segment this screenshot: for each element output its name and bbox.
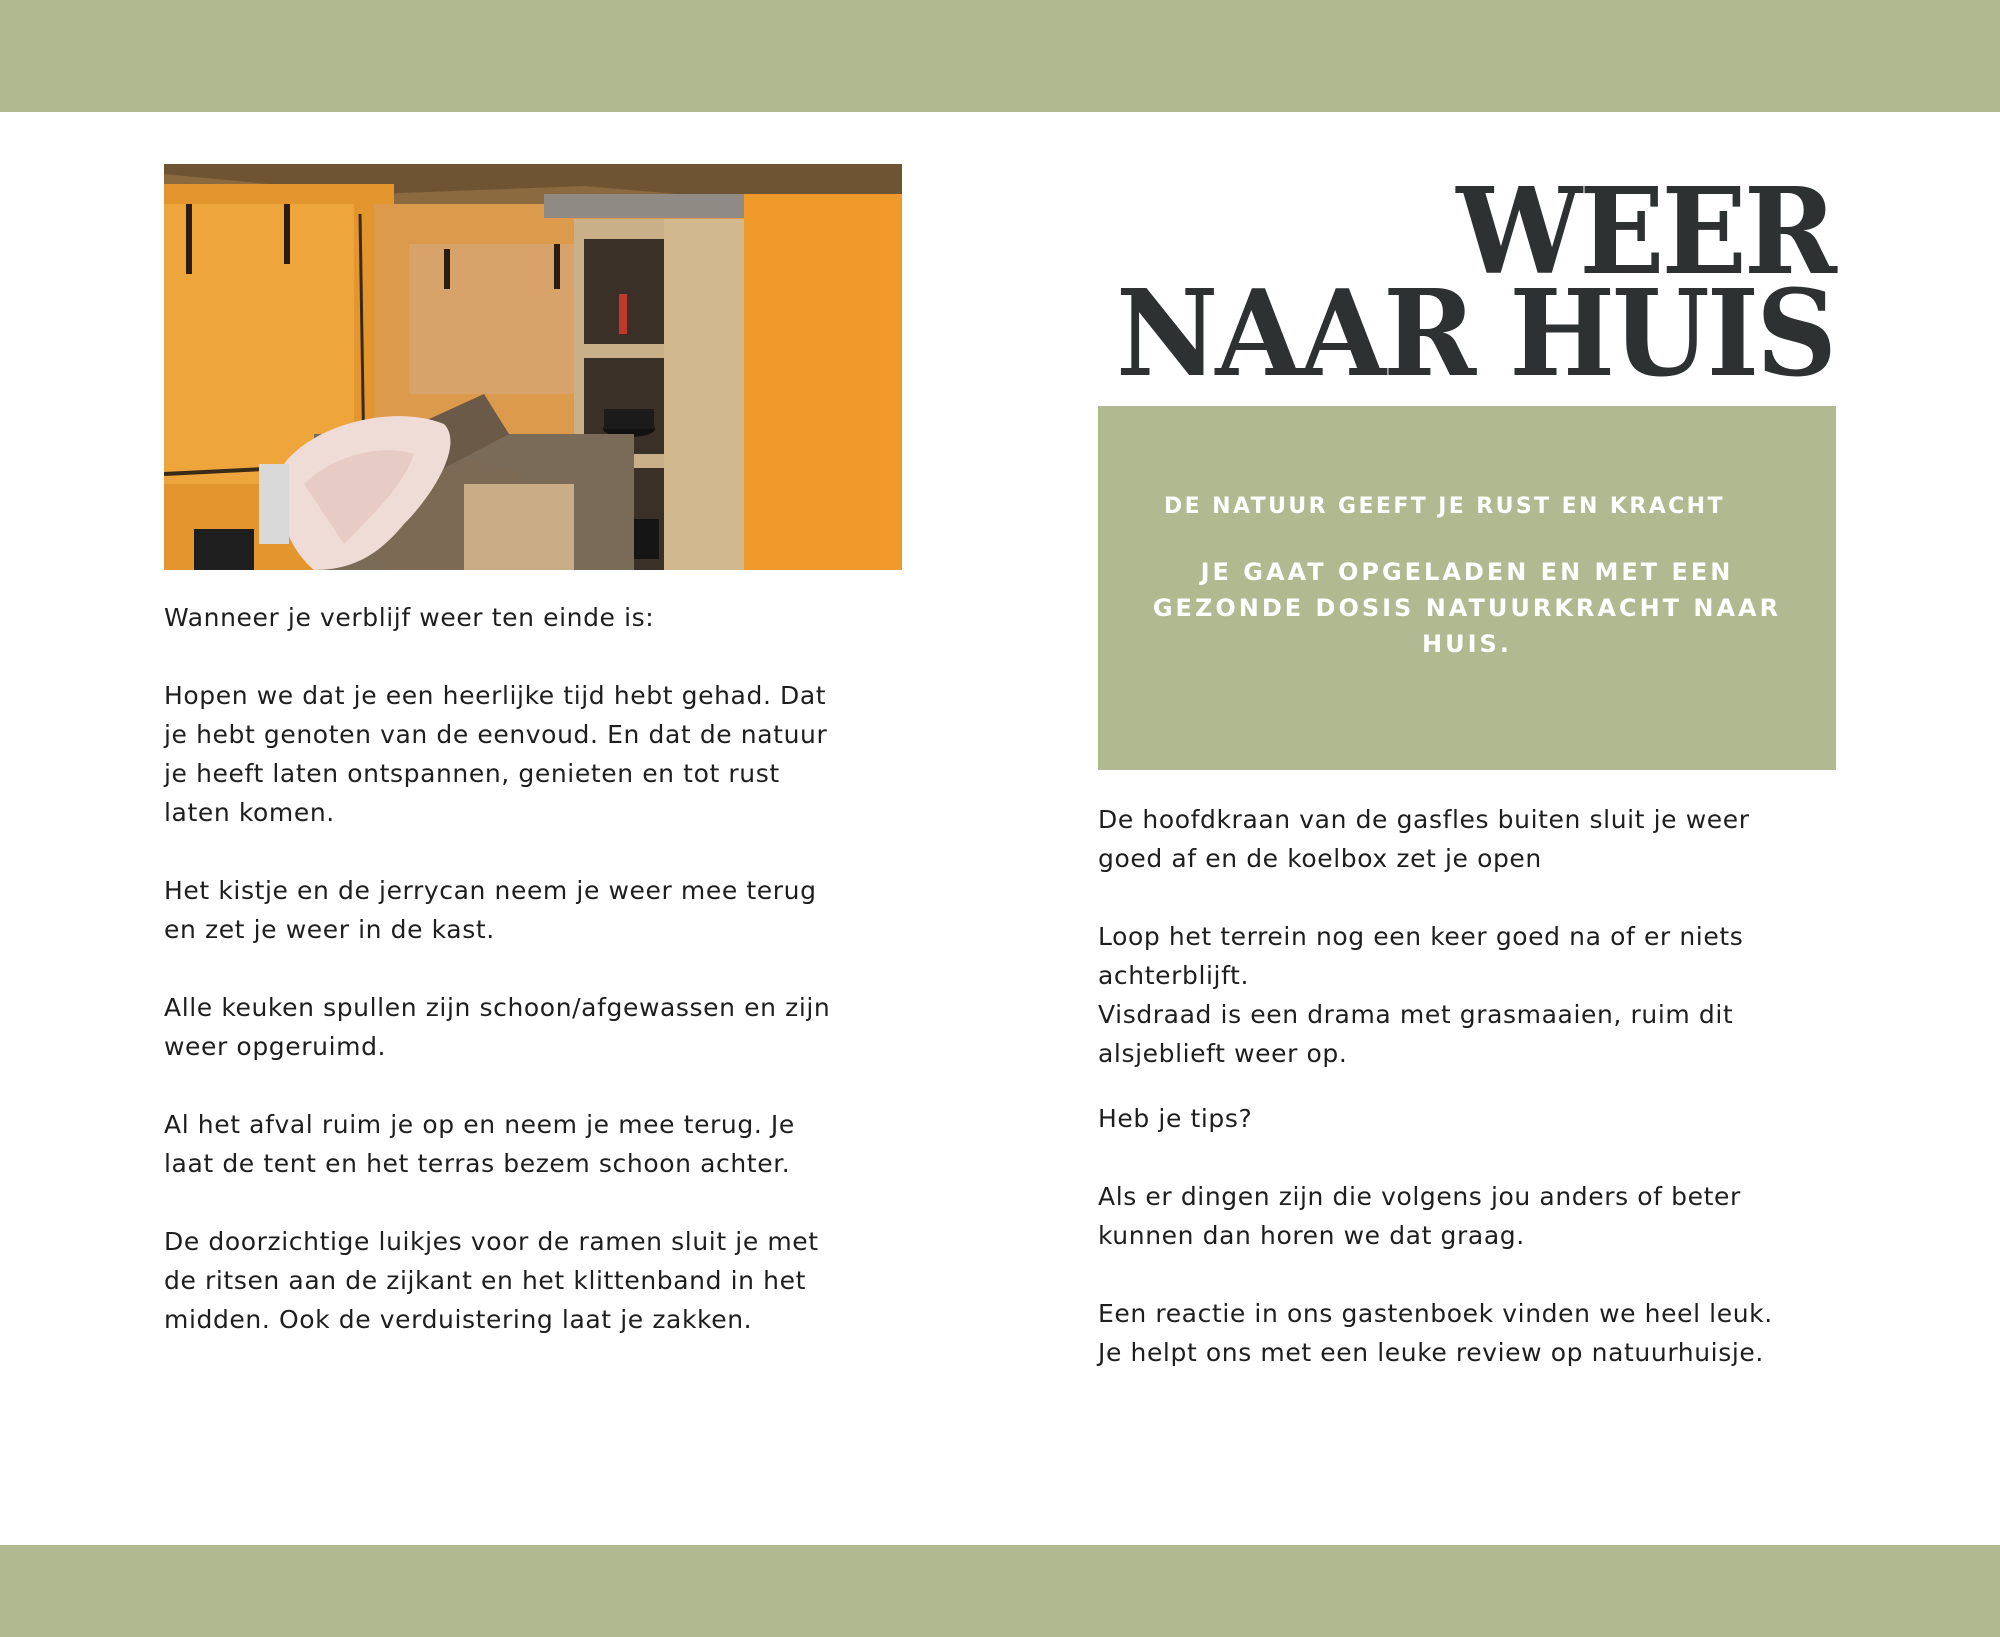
review-paragraph: Een reactie in ons gastenboek vinden we heel leuk. Je helpt ons met een leuke review op natuurhuisje. — [1098, 1299, 1773, 1367]
highlight-subtitle: DE NATUUR GEEFT JE RUST EN KRACHT — [1164, 494, 1725, 519]
box-jerrycan-paragraph: Het kistje en de jerrycan neem je weer mee terug en zet je weer in de kast. — [164, 876, 817, 944]
terrain-paragraph: Loop het terrein nog een keer goed na of er niets achterblijft. Visdraad is een drama met grasmaaien, ruim dit alsjeblieft weer op. — [1098, 922, 1744, 1068]
top-banner — [0, 0, 2000, 112]
right-text-column — [1098, 800, 1838, 1372]
intro-paragraph: Wanneer je verblijf weer ten einde is: — [164, 603, 655, 632]
title-line-2: NAAR HUIS — [1115, 264, 1834, 404]
tent-interior-illustration — [164, 164, 902, 570]
feedback-paragraph: Als er dingen zijn die volgens jou anders of beter kunnen dan horen we dat graag. — [1098, 1182, 1741, 1250]
page-title — [1115, 162, 1834, 404]
windows-paragraph: De doorzichtige luikjes voor de ramen sluit je met de ritsen aan de zijkant en het klittenband in het midden. Ook de verduistering laat je zakken. — [164, 1227, 819, 1334]
highlight-text: JE GAAT OPGELADEN EN MET EEN GEZONDE DOSIS NATUURKRACHT NAAR HUIS. — [1152, 558, 1782, 658]
left-text-column — [164, 598, 904, 1339]
tent-interior-photo — [164, 164, 902, 570]
bottom-banner — [0, 1545, 2000, 1637]
gas-paragraph: De hoofdkraan van de gasfles buiten sluit je weer goed af en de koelbox zet je open — [1098, 805, 1750, 873]
highlight-box — [1098, 406, 1836, 770]
hope-paragraph: Hopen we dat je een heerlijke tijd hebt gehad. Dat je hebt genoten van de eenvoud. En dat de natuur je heeft laten ontspannen, genieten en tot rust laten komen. — [164, 681, 828, 827]
waste-paragraph: Al het afval ruim je op en neem je mee terug. Je laat de tent en het terras bezem schoon achter. — [164, 1110, 795, 1178]
kitchen-paragraph: Alle keuken spullen zijn schoon/afgewassen en zijn weer opgeruimd. — [164, 993, 831, 1061]
title-line-1: WEER — [1456, 162, 1834, 302]
tips-heading: Heb je tips? — [1098, 1104, 1253, 1133]
